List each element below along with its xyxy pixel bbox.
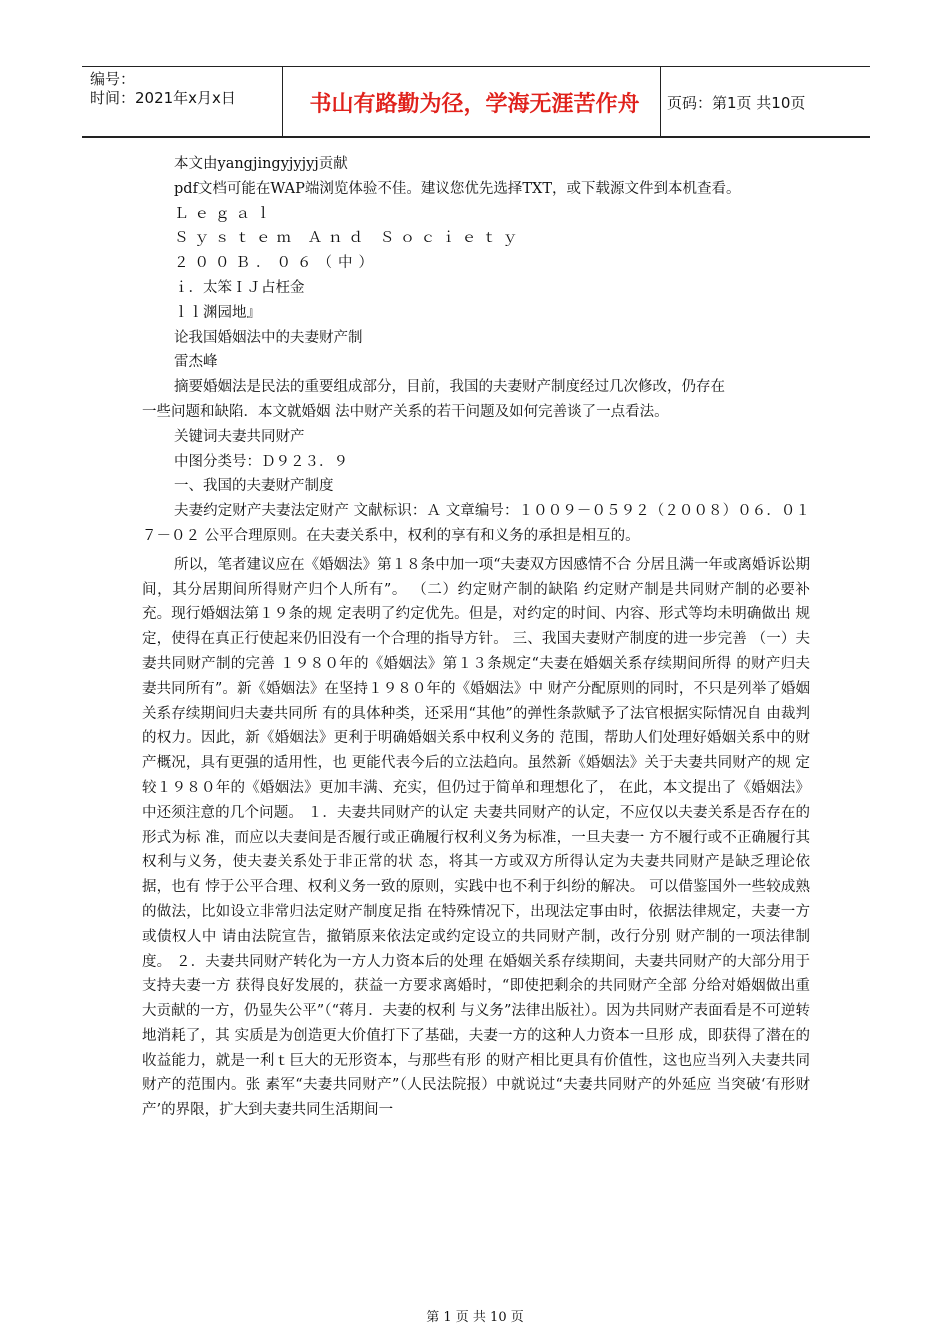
contributor-line: 本文由yangjingyjyjyj贡献	[174, 156, 348, 172]
ocr-noise-line: ｌｌ渊园地』	[174, 304, 261, 321]
header-motto: 书山有路勤为径，学海无涯苦作舟	[309, 91, 640, 117]
journal-name-line-1: Ｌｅｇａｌ	[174, 205, 277, 222]
page-footer: 第 1 页 共 10 页	[426, 1310, 524, 1325]
time-label: 时间：2021年x月x日	[90, 89, 236, 107]
body-paragraph: 所以，笔者建议应在《婚姻法》第１８条中加一项“夫妻双方因感情不合 分居且满一年或离婚诉讼期间，其分居期间所得财产归个人所有”。 （二）约定财产制的缺陷 约定财产制是共同财产制的必要补充。现行婚姻法第１９条的规 定表明了约定优先。但是，对约定的时间、内容、形式等均未明确做出 规定，使得在真正行使起来仍旧没有一个合理的指导方针。 三、我国夫妻财产制度的进一步完善 （一）夫妻共同财产制的完善 １９８０年的《婚姻法》第１３条规定“夫妻在婚姻关系存续期间所得 的财产归夫妻共同所有”。新《婚姻法》在坚持１９８０年的《婚姻法》中 财产分配原则的同时，不只是列举了婚姻关系存续期间归夫妻共同所 有的具体种类，还采用“其他”的弹性条款赋予了法官根据实际情况自 由裁判的权力。因此，新《婚姻法》更利于明确婚姻关系中权利义务的 范围，帮助人们处理好婚姻关系中的财产概况，具有更强的适用性，也 更能代表今后的立法趋向。虽然新《婚姻法》关于夫妻共同财产的规 定较１９８０年的《婚姻法》更加丰满、充实，但仍过于简单和理想化了， 在此，本文提出了《婚姻法》中还须注意的几个问题。 １．夫妻共同财产的认定 夫妻共同财产的认定，不应仅以夫妻关系是否存在的形式为标 准，而应以夫妻间是否履行或正确履行权利义务为标准，一旦夫妻一 方不履行或不正确履行其权利与义务，使夫妻关系处于非正常的状 态，将其一方或双方所得认定为夫妻共同财产是缺乏理论依据，也有 悖于公平合理、权利义务一致的原则，实践中也不利于纠纷的解决。 可以借鉴国外一些较成熟的做法，比如设立非常归法定财产制度足指 在特殊情况下，出现法定事由时，依据法律规定，夫妻一方或债权人中 请由法院宣告，撤销原来依法定或约定设立的共同财产制，改行分别 财产制的一项法律制度。 ２．夫妻共同财产转化为一方人力资本后的处理 在婚姻关系存续期间，夫妻共同财产的大部分用于支持夫妻一方 获得良好发展的，获益一方要求离婚时，“即使把剩余的共同财产全部 分给对婚姻做出重大贡献的一方，仍显失公平”（“蒋月．夫妻的权利 与义务”法律出版社）。因为共同财产表面看是不可逆转地消耗了，其 实质是为创造更大价值打下了基础，夫妻一方的这种人力资本一旦形 成，即获得了潜在的收益能力，就是一利ｔ巨大的无形资本，与那些有形 的财产相比更具有价值性，这也应当列入夫妻共同财产的范围内。张 素军“夫妻共同财产”（人民法院报）中就说过“夫妻共同财产的外延应 当突破‘有形财产’的界限，扩大到夫妻共同生活期间一	[142, 556, 810, 1119]
issue-line: ２００Ｂ．０６（中）	[174, 255, 379, 272]
keywords-line: 关键词夫妻共同财产	[174, 428, 305, 445]
pdf-notice: pdf文档可能在WAP端浏览体验不佳。建议您优先选择TXT，或下载源文件到本机查看。	[174, 180, 741, 197]
body-paragraph: 夫妻约定财产夫妻法定财产 文献标识：Ａ 文章编号：１００９－０５９２（２００８）０６．０１７－０２ 公平合理原则。在夫妻关系中，权利的享有和义务的承担是相互的。	[142, 503, 810, 544]
header-meta	[90, 70, 280, 108]
number-label: 编号：	[90, 70, 136, 88]
journal-name-line-2: Ｓｙｓｔｅｍ Ａｎｄ Ｓｏｃｉｅｔｙ	[174, 230, 524, 247]
document-body	[142, 152, 810, 1123]
ocr-noise-line: ｉ．太笨ＩＪ占枉金	[174, 279, 305, 296]
abstract-line: 一些问题和缺陷．本文就婚姻 法中财产关系的若干问题及如何完善谈了一点看法。	[142, 403, 669, 420]
header-divider	[282, 66, 283, 138]
article-title: 论我国婚姻法中的夫妻财产制	[174, 329, 363, 346]
page-header	[82, 66, 870, 138]
classification-line: 中图分类号：Ｄ９２３．９	[174, 453, 348, 470]
abstract-line: 摘要婚姻法是民法的重要组成部分，目前，我国的夫妻财产制度经过几次修改，仍存在	[174, 379, 725, 396]
header-page-info: 页码：第1页 共10页	[667, 93, 806, 112]
section-heading: 一、我国的夫妻财产制度	[174, 478, 334, 495]
article-author: 雷杰峰	[174, 354, 218, 371]
